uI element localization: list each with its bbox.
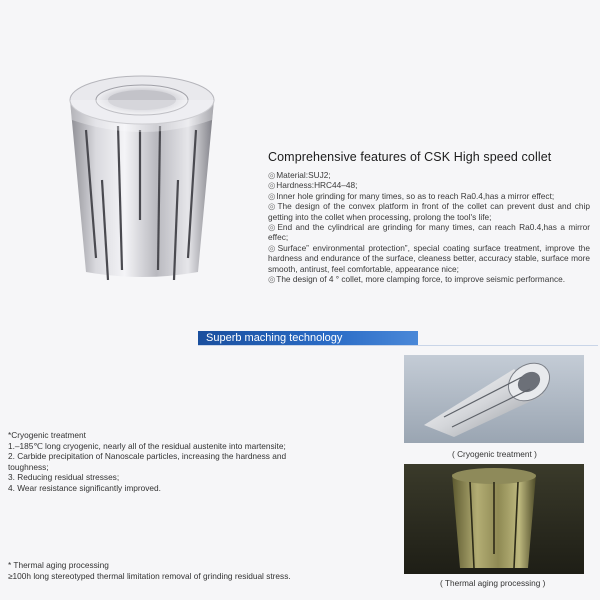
bullet-icon: ◎ (268, 242, 277, 253)
bullet-icon: ◎ (268, 274, 276, 285)
feature-text: Hardness:HRC44–48; (276, 180, 358, 191)
feature-text: The design of the convex platform in front of the collet can prevent dust and chip getting into the collet when processing, prolong the tool's life; (268, 201, 590, 222)
cryogenic-caption: ( Cryogenic treatment ) (452, 449, 537, 459)
banner-divider (198, 345, 598, 346)
feature-item (268, 222, 590, 243)
feature-item (268, 201, 590, 222)
cryogenic-collet-photo (404, 355, 584, 443)
bullet-icon: ◎ (268, 222, 277, 233)
bullet-icon: ◎ (268, 180, 276, 191)
features-section (268, 150, 590, 284)
feature-item (268, 170, 590, 180)
feature-text: Material:SUJ2; (276, 170, 331, 180)
thermal-section (8, 560, 308, 581)
feature-text: End and the cylindrical are grinding for many times, can reach Ra0.4,has a mirror effec; (268, 222, 590, 243)
feature-item (268, 243, 590, 274)
collet-product-image (62, 60, 222, 280)
cryogenic-heading: *Cryogenic treatment (8, 430, 86, 440)
feature-item (268, 274, 590, 284)
feature-item (268, 180, 590, 190)
feature-text: The design of 4 ° collet, more clamping force, to improve seismic performance. (276, 274, 566, 285)
bullet-icon: ◎ (268, 190, 276, 201)
cryogenic-line: 4. Wear resistance significantly improved. (8, 482, 161, 493)
feature-text: Inner hole grinding for many times, so as to reach Ra0.4,has a mirror effect; (276, 190, 555, 201)
bullet-icon: ◎ (268, 201, 277, 212)
feature-text: Surface” environmental protection”, special coating surface treatment, improve the hardness and endurance of the surface, cleaness better, accuracy stable, surface more smooth, antirust, feel comfortable, appearance nice; (268, 242, 590, 274)
features-title: Comprehensive features of CSK High speed collet (268, 150, 552, 164)
cryogenic-line: 3. Reducing residual stresses; (8, 472, 120, 483)
thermal-collet-photo (404, 464, 584, 574)
cryogenic-section (8, 430, 308, 494)
bullet-icon: ◎ (268, 170, 276, 180)
cryogenic-line: 1.–185℃ long cryogenic, nearly all of the residual austenite into martensite; (8, 440, 286, 451)
thermal-caption: ( Thermal aging processing ) (440, 578, 546, 588)
feature-item (268, 191, 590, 201)
thermal-line: ≥100h long stereotyped thermal limitation removal of grinding residual stress. (8, 570, 291, 581)
thermal-heading: * Thermal aging processing (8, 560, 109, 570)
cryogenic-line: 2. Carbide precipitation of Nanoscale particles, increasing the hardness and toughness; (8, 451, 287, 472)
section-banner: Superb maching technology (198, 331, 418, 345)
